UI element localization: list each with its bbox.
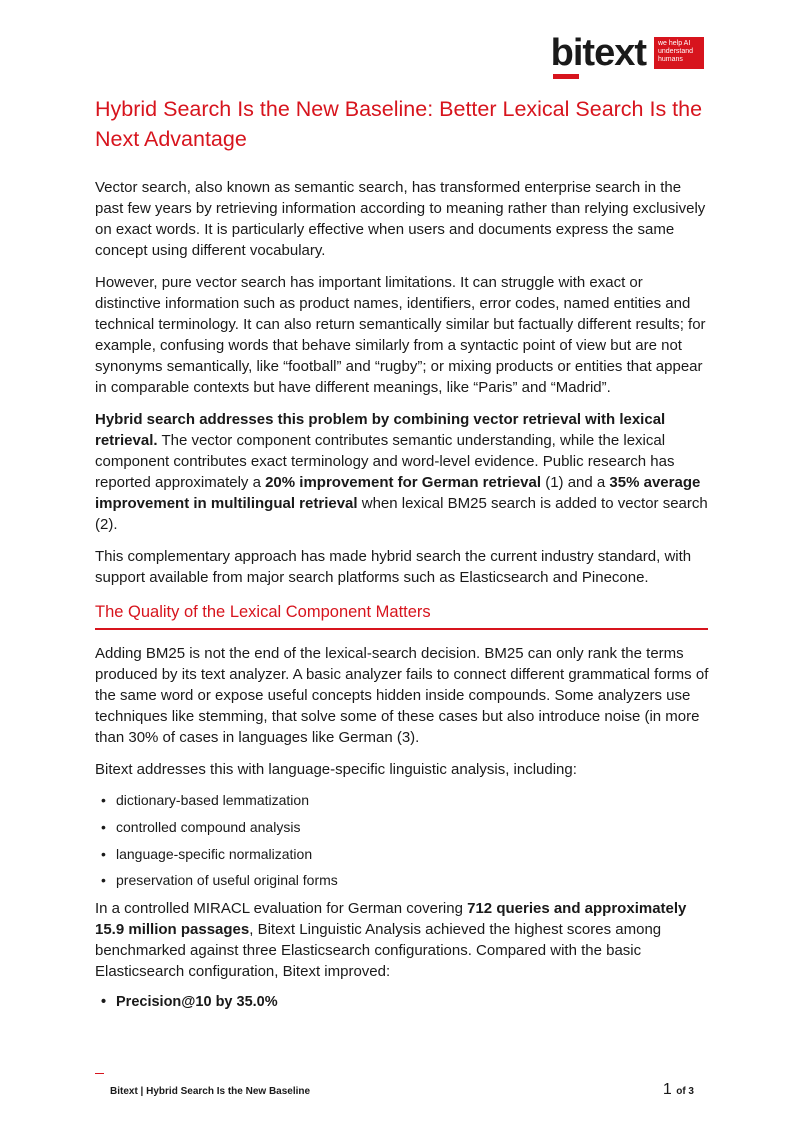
page-number (663, 1081, 694, 1099)
logo-wordmark: bitext (550, 32, 646, 74)
page-current: 1 (662, 1081, 672, 1098)
multilingual-improvement-bold: 35% average improvement in multilingual retrieval (95, 474, 701, 512)
hybrid-lead-bold: Hybrid search addresses this problem by combining vector retrieval with lexical retrieval. (95, 411, 666, 449)
footer-divider (95, 1073, 104, 1074)
miracl-text-2: , Bitext Linguistic Analysis achieved the highest scores among benchmarked against three Elasticsearch configurations. Compared with the basic Elasticsearch configuration, Bitext improved: (95, 921, 662, 981)
paragraph-standard: This complementary approach has made hybrid search the current industry standard, with support available from major search platforms such as Elasticsearch and Pinecone. (95, 548, 692, 586)
page-total: of 3 (676, 1086, 694, 1097)
logo-underline (553, 74, 579, 79)
list-item: • Precision@10 by 35.0% (101, 993, 710, 1011)
list-item: • dictionary-based lemmatization (101, 791, 710, 809)
hybrid-text-1: The vector component contributes semantic understanding, while the lexical component contributes exact terminology and word-level evidence. Public research has reported approximately a (95, 432, 675, 491)
hybrid-text-2: (1) and a (541, 474, 610, 491)
bitext-logo (551, 34, 704, 72)
document-title: Hybrid Search Is the New Baseline: Better Lexical Search Is the Next Advantage (95, 97, 703, 151)
document-body (95, 177, 710, 1020)
logo-tagline-line-1: we help AI (658, 40, 691, 47)
paragraph-intro: Vector search, also known as semantic search, has transformed enterprise search in the past few years by retrieving information according to meaning rather than relying exclusively on exact words. It is particularly effective when users and documents express the same concept using different vocabulary. (95, 179, 706, 259)
feature-list (95, 791, 710, 889)
logo-tagline-badge (654, 37, 704, 69)
logo-tagline-line-3: humans (658, 56, 683, 63)
paragraph-miracl (95, 898, 710, 982)
paragraph-bitext-analysis: Bitext addresses this with language-specific linguistic analysis, including: (95, 761, 577, 778)
section-heading-lexical-quality: The Quality of the Lexical Component Matters (95, 602, 708, 630)
miracl-text-1: In a controlled MIRACL evaluation for German covering (95, 900, 468, 918)
miracl-bold: 712 queries and approximately 15.9 million passages (95, 900, 687, 939)
german-improvement-bold: 20% improvement for German retrieval (265, 474, 542, 491)
paragraph-hybrid (95, 409, 710, 535)
footer-title: Bitext | Hybrid Search Is the New Baseline (110, 1086, 311, 1097)
list-item: • language-specific normalization (101, 845, 710, 863)
paragraph-bm25: Adding BM25 is not the end of the lexical-search decision. BM25 can only rank the terms produced by its text analyzer. A basic analyzer fails to connect different grammatical forms of the same word or expose useful concepts hidden inside compounds. Some analyzers use techniques like stemming, that solve some of these cases but also introduce noise (in more than 30% of cases in languages like German (3). (95, 645, 709, 746)
results-list (95, 993, 710, 1011)
list-item: • preservation of useful original forms (101, 871, 710, 889)
paragraph-limitations: However, pure vector search has important limitations. It can struggle with exact or distinctive information such as product names, identifiers, error codes, named entities and technical terminology. It can also return semantically similar but factually different results; for example, confusing words that behave similarly from a syntactic point of view but are not synonyms semantically, like “football” and “rugby”; or mixing products or entities that appear in comparable contexts but have different meanings, like “Paris” and “Madrid”. (95, 274, 706, 396)
logo-tagline-line-2: understand (658, 48, 694, 55)
list-item: • controlled compound analysis (101, 818, 710, 836)
hybrid-text-3: when lexical BM25 search is added to vector search (2). (95, 495, 708, 533)
